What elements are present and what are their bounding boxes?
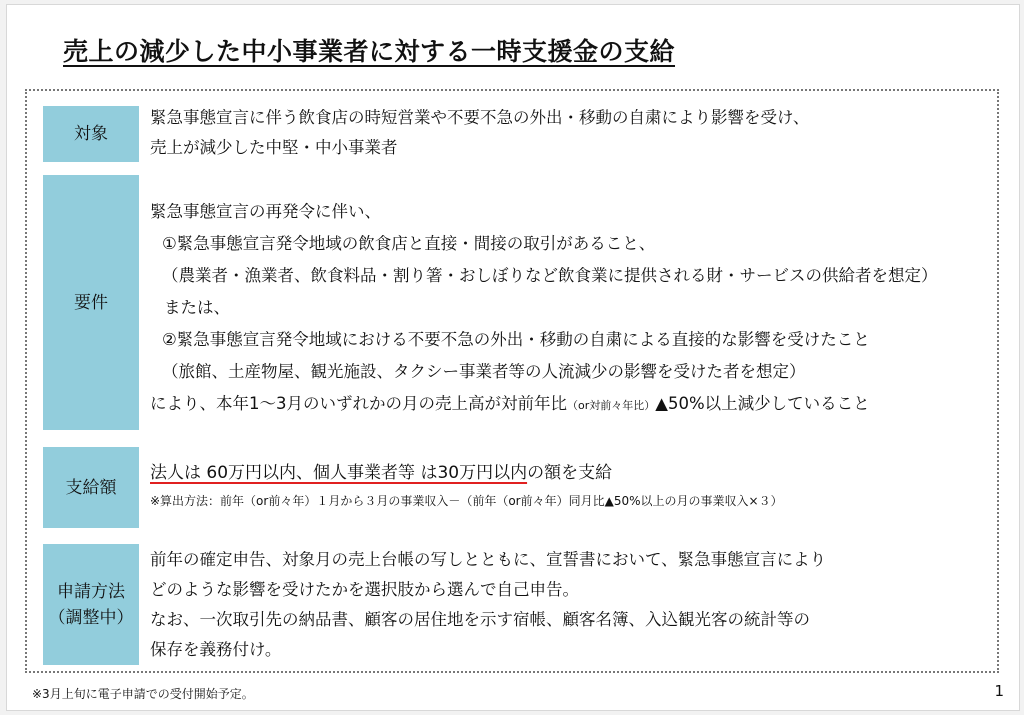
label-method: [43, 544, 139, 665]
amount-main-underlined: 法人は 60万円以内、個人事業者等 は30万円以内: [150, 463, 528, 483]
requirements-line-4: または、: [164, 298, 230, 317]
label-method-line-1: 申請方法: [57, 581, 125, 602]
requirements-line-3: （農業者・漁業者、飲食料品・割り箸・おしぼりなど飲食業に提供される財・サービスの供給者を想定）: [162, 266, 938, 285]
label-target: 対象: [43, 106, 139, 162]
requirements-line-5: ②緊急事態宣言発令地域における不要不急の外出・移動の自粛による直接的な影響を受けたこと: [162, 330, 870, 349]
target-line-1: 緊急事態宣言に伴う飲食店の時短営業や不要不急の外出・移動の自粛により影響を受け、: [150, 108, 810, 127]
amount-main-rest: の額を支給: [527, 463, 613, 483]
label-requirements: 要件: [43, 175, 139, 430]
amount-main: [150, 458, 783, 488]
target-line-2: 売上が減少した中堅・中小事業者: [150, 138, 398, 157]
label-amount: 支給額: [43, 447, 139, 528]
method-line-2: どのような影響を受けたかを選択肢から選んで自己申告。: [150, 580, 579, 599]
method-line-1: 前年の確定申告、対象月の売上台帳の写しとともに、宣誓書において、緊急事態宣言により: [150, 550, 827, 569]
method-line-3: なお、一次取引先の納品書、顧客の居住地を示す宿帳、顧客名簿、入込観光客の統計等の: [150, 610, 810, 629]
requirements-line-7: [150, 388, 938, 420]
requirements-line-1: 緊急事態宣言の再発令に伴い、: [150, 202, 381, 221]
method-text: [150, 545, 826, 665]
slide-title: 売上の減少した中小事業者に対する一時支援金の支給: [63, 37, 676, 66]
requirements-line-2: ①緊急事態宣言発令地域の飲食店と直接・間接の取引があること、: [162, 234, 656, 253]
target-text: [150, 103, 809, 163]
footnote: ※3月上旬に電子申請での受付開始予定。: [32, 687, 254, 701]
requirements-line-6: （旅館、土産物屋、観光施設、タクシー事業者等の人流減少の影響を受けた者を想定）: [162, 362, 806, 381]
method-line-4: 保存を義務付け。: [150, 640, 282, 659]
amount-text: [150, 458, 783, 514]
requirements-text: [150, 196, 938, 420]
page-number: 1: [994, 682, 1004, 700]
label-method-line-2: （調整中）: [48, 607, 134, 628]
requirements-line-7-b: ▲50%以上減少していること: [655, 394, 870, 413]
amount-calc-note: ※算出方法：前年（or前々年）１月から３月の事業収入－（前年（or前々年）同月比▲50%以上の月の事業収入×３）: [150, 494, 783, 508]
requirements-line-7-a: により、本年1～3月のいずれかの月の売上高が対前年比: [150, 394, 567, 413]
requirements-line-7-small: （or対前々年比）: [567, 399, 656, 412]
